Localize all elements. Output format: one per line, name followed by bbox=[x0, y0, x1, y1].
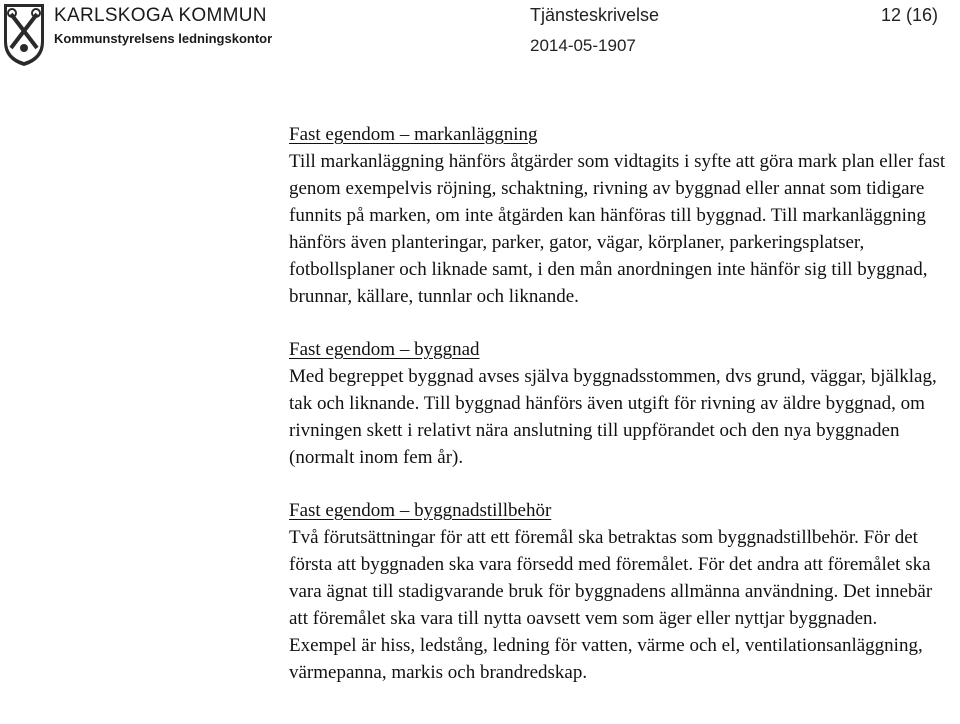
section-byggnad bbox=[289, 336, 949, 471]
section-byggnadstillbehor bbox=[289, 497, 949, 686]
section-markanlaggning bbox=[289, 121, 949, 310]
page-number: 12 (16) bbox=[880, 5, 938, 25]
section-paragraph: Till markanläggning hänförs åtgärder som vidtagits i syfte att göra mark plan eller fast genom exempelvis röjning, schaktning, rivning av byggnad eller annat som tidigare funnits på marken, om inte åtgärden kan hänföras till byggnad. Till markanläggning hänförs även planteringar, parker, gator, vägar, körplaner, parkeringsplatser, fotbollsplaner och liknade samt, i den mån anordningen inte hänför sig till byggnad, brunnar, källare, tunnlar och liknande. bbox=[289, 151, 946, 307]
organization-name: KARLSKOGA KOMMUN bbox=[54, 5, 267, 26]
logo-text bbox=[54, 2, 272, 47]
section-paragraph: Två förutsättningar för att ett föremål ska betraktas som byggnadstillbehör. För det första att byggnaden ska vara försedd med föremålet. För det andra att föremålet ska vara ägnat till stadigvarande bruk för byggnadens allmänna användning. Det innebär att föremålet ska vara till nytta oavsett vem som äger eller nyttjar byggnaden. Exempel är hiss, ledstång, ledning för vatten, värme och el, ventilationsanläggning, värmepanna, markis och brandredskap. bbox=[289, 527, 933, 683]
municipality-logo bbox=[2, 2, 272, 68]
document-reference: 2014-05-1907 bbox=[530, 36, 636, 55]
section-heading: Fast egendom – byggnad bbox=[289, 339, 480, 360]
section-paragraph: Med begreppet byggnad avses själva byggnadsstommen, dvs grund, väggar, bjälklag, tak och liknande. Till byggnad hänförs även utgift för rivning av äldre byggnad, om rivningen skett i relativt nära anslutning till uppförandet och den nya byggnaden (normalt inom fem år). bbox=[289, 366, 937, 468]
section-heading: Fast egendom – byggnadstillbehör bbox=[289, 500, 552, 521]
municipal-crest-icon bbox=[2, 2, 46, 68]
document-body bbox=[289, 121, 949, 712]
document-type: Tjänsteskrivelse bbox=[530, 5, 660, 25]
unit-name: Kommunstyrelsens ledningskontor bbox=[54, 31, 273, 46]
section-heading: Fast egendom – markanläggning bbox=[289, 124, 538, 145]
page-header bbox=[0, 0, 960, 70]
